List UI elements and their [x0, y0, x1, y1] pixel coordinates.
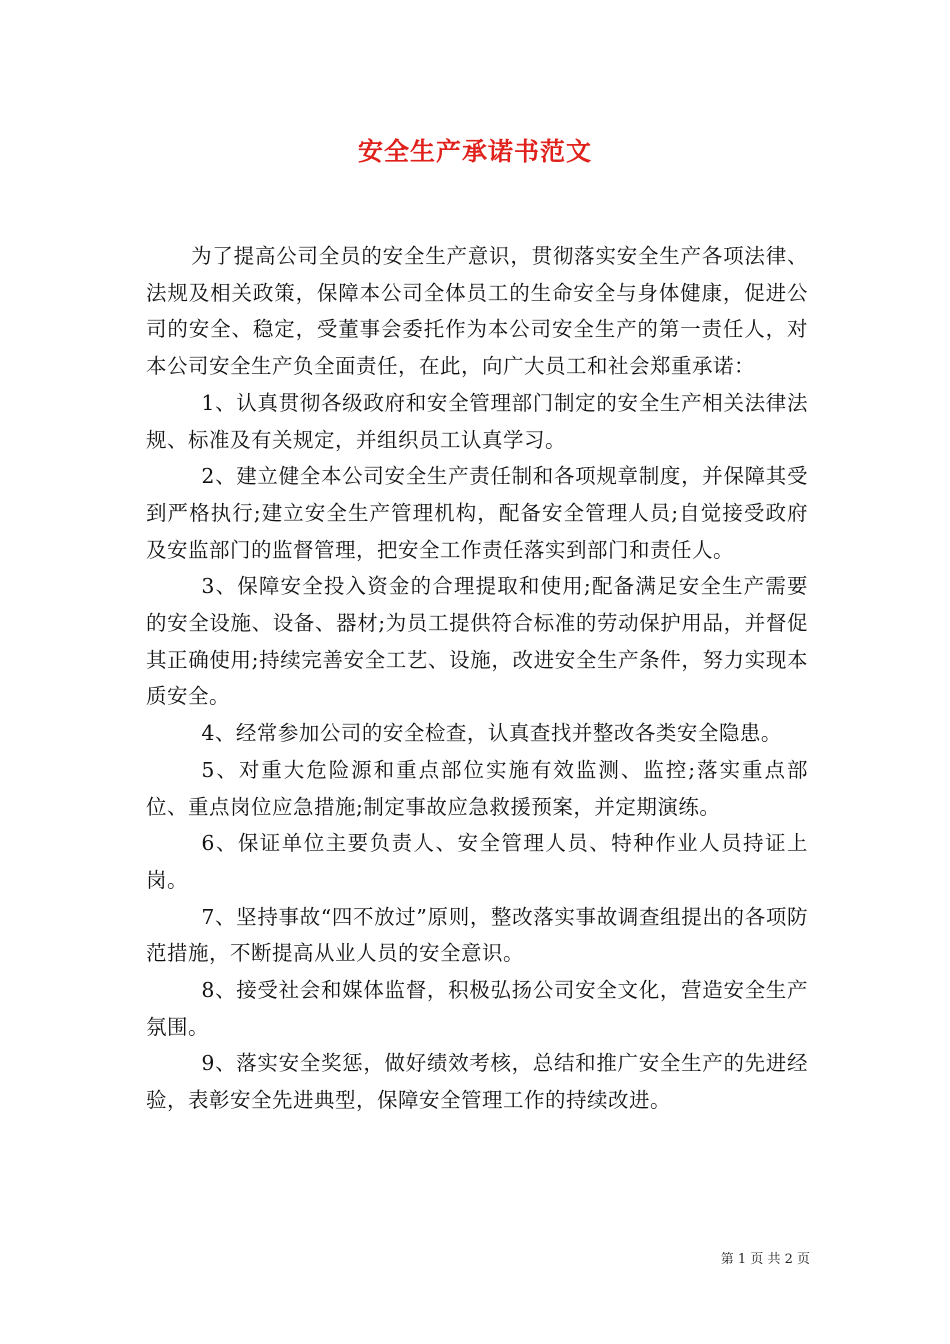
- commitment-item-7: 7、坚持事故“四不放过”原则，整改落实事故调查组提出的各项防范措施，不断提高从业人员的安全意识。: [146, 904, 808, 966]
- commitment-item-5: 5、对重大危险源和重点部位实施有效监测、监控;落实重点部位、重点岗位应急措施;制定事故应急救援预案，并定期演练。: [146, 757, 808, 819]
- document-title: 安全生产承诺书范文: [357, 137, 592, 166]
- intro-paragraph: 为了提高公司全员的安全生产意识，贯彻落实安全生产各项法律、法规及相关政策，保障本公司全体员工的生命安全与身体健康，促进公司的安全、稳定，受董事会委托作为本公司安全生产的第一责任人，对本公司安全生产负全面责任，在此，向广大员工和社会郑重承诺：: [146, 244, 808, 379]
- document-body: [146, 238, 808, 1119]
- commitment-item-2: 2、建立健全本公司安全生产责任制和各项规章制度，并保障其受到严格执行;建立安全生产管理机构，配备安全管理人员;自觉接受政府及安监部门的监督管理，把安全工作责任落实到部门和责任人。: [146, 464, 808, 562]
- page-number-footer: 第 1 页 共 2 页: [720, 1252, 810, 1267]
- commitment-item-8: 8、接受社会和媒体监督，积极弘扬公司安全文化，营造安全生产氛围。: [146, 978, 808, 1039]
- commitment-item-4: 4、经常参加公司的安全检查，认真查找并整改各类安全隐患。: [201, 721, 782, 746]
- commitment-item-6: 6、保证单位主要负责人、安全管理人员、特种作业人员持证上岗。: [146, 831, 808, 892]
- commitment-item-9: 9、落实安全奖惩，做好绩效考核，总结和推广安全生产的先进经验，表彰安全先进典型，保障安全管理工作的持续改进。: [146, 1051, 808, 1113]
- commitment-item-3: 3、保障安全投入资金的合理提取和使用;配备满足安全生产需要的安全设施、设备、器材;为员工提供符合标准的劳动保护用品，并督促其正确使用;持续完善安全工艺、设施，改进安全生产条件，努力实现本质安全。: [146, 574, 808, 709]
- commitment-item-1: 1、认真贯彻各级政府和安全管理部门制定的安全生产相关法律法规、标准及有关规定，并组织员工认真学习。: [146, 390, 808, 452]
